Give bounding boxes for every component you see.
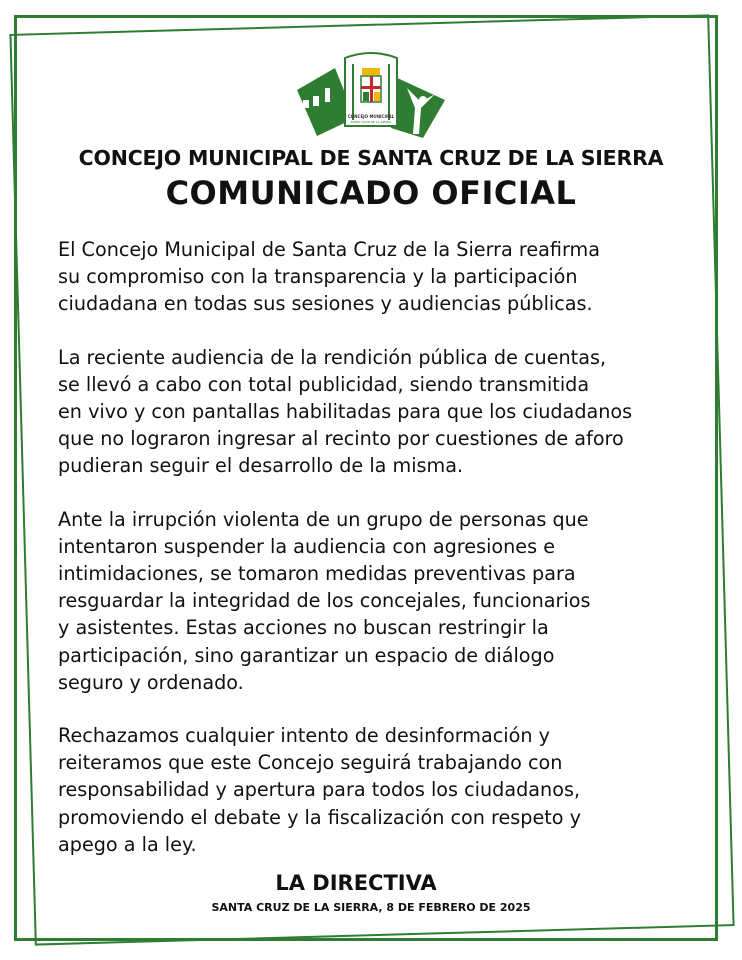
text-line: resguardar la integridad de los concejales, funcionarios	[58, 589, 591, 613]
text-line: apego a la ley.	[58, 832, 197, 856]
header-subtitle: COMUNICADO OFICIAL	[165, 174, 577, 212]
text-line: intentaron suspender la audiencia con agresiones e	[58, 534, 556, 558]
text-line: El Concejo Municipal de Santa Cruz de la Sierra reafirma	[58, 238, 601, 261]
text-line: La reciente audiencia de la rendición pública de cuentas,	[58, 345, 607, 369]
text-line: su compromiso con la transparencia y la participación	[58, 265, 578, 289]
paragraph-3	[58, 506, 632, 696]
date-line: SANTA CRUZ DE LA SIERRA, 8 DE FEBRERO DE 2025	[211, 901, 531, 914]
text-line: Ante la irrupción violenta de un grupo de personas que	[58, 507, 589, 531]
signature: LA DIRECTIVA	[275, 871, 437, 895]
text-line: intimidaciones, se tomaron medidas preventivas para	[58, 562, 576, 586]
paragraph-4	[58, 722, 632, 858]
text-line: y asistentes. Estas acciones no buscan restringir la	[58, 616, 549, 640]
text-line: Rechazamos cualquier intento de desinformación y	[58, 724, 550, 748]
text-line: se llevó a cabo con total publicidad, siendo transmitida	[58, 372, 590, 396]
text-line: en vivo y con pantallas habilitadas para que los ciudadanos	[58, 400, 633, 424]
svg-text:CONCEJO MUNICIPAL: CONCEJO MUNICIPAL	[347, 114, 395, 119]
concejo-logo	[295, 48, 447, 138]
text-line: reiteramos que este Concejo seguirá trabajando con	[58, 751, 563, 775]
paragraph-2	[58, 344, 632, 480]
header-title: CONCEJO MUNICIPAL DE SANTA CRUZ DE LA SIERRA	[78, 146, 664, 170]
svg-text:SANTA CRUZ DE LA SIERRA: SANTA CRUZ DE LA SIERRA	[350, 120, 392, 124]
text-line: responsabilidad y apertura para todos los ciudadanos,	[58, 778, 581, 802]
text-line: promoviendo el debate y la fiscalización con respeto y	[58, 805, 581, 829]
text-line: seguro y ordenado.	[58, 670, 244, 694]
paragraph-1	[58, 236, 632, 318]
text-line: ciudadana en todas sus sesiones y audiencias públicas.	[58, 292, 593, 316]
communique-body	[58, 236, 632, 884]
text-line: que no lograron ingresar al recinto por cuestiones de aforo	[58, 427, 624, 451]
text-line: participación, sino garantizar un espacio de diálogo	[58, 643, 555, 667]
text-line: pudieran seguir el desarrollo de la misma.	[58, 454, 464, 478]
